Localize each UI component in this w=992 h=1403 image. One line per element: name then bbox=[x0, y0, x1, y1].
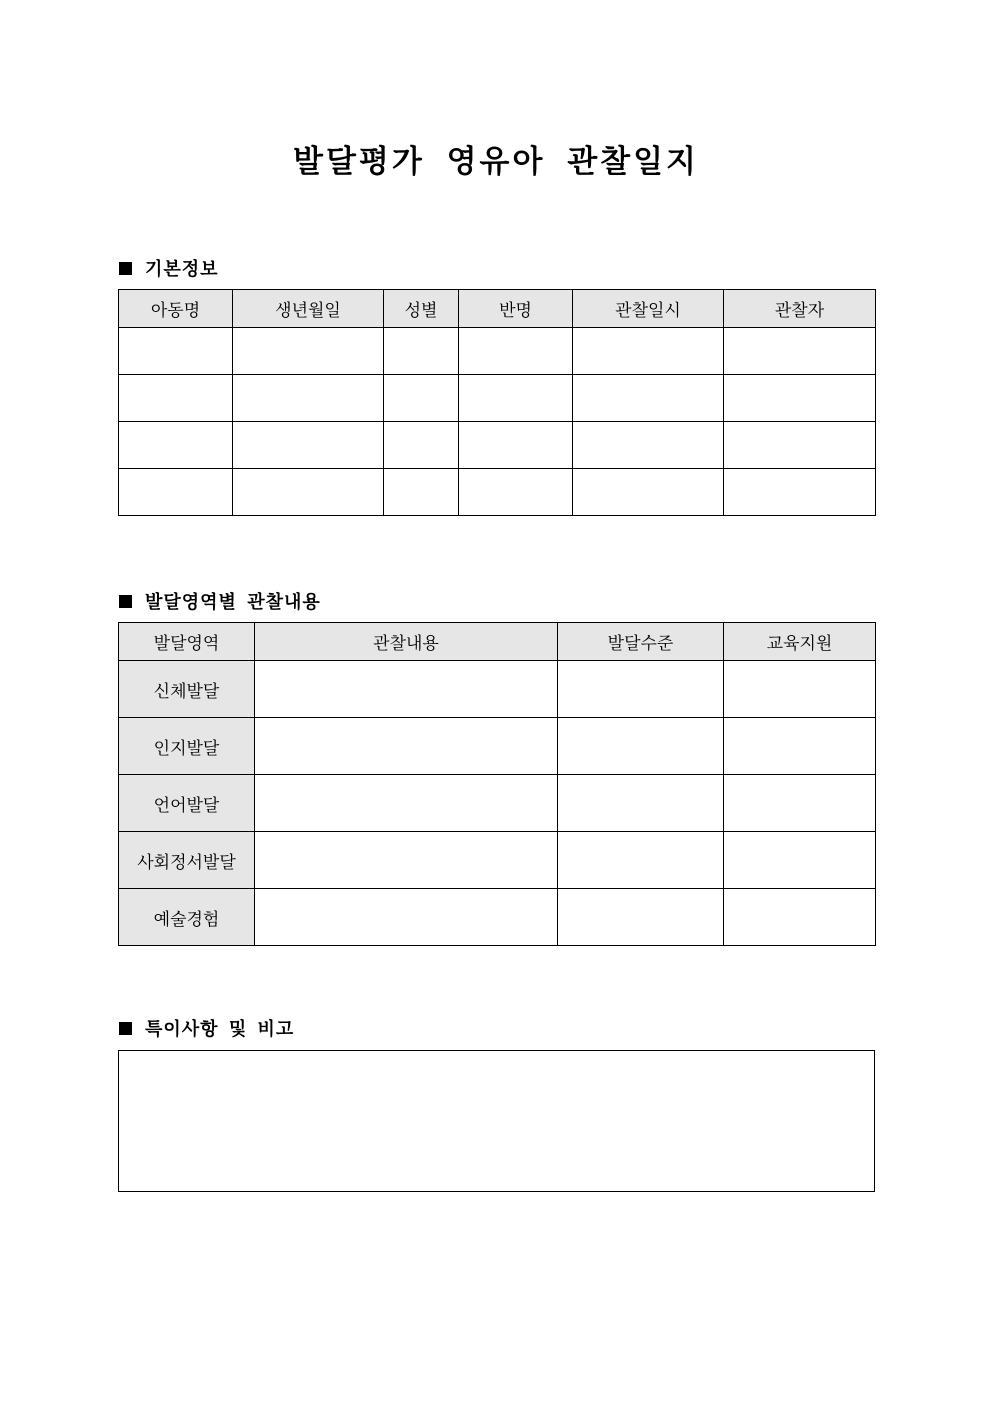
development-table bbox=[118, 622, 876, 946]
content-cell[interactable] bbox=[255, 718, 558, 775]
level-cell[interactable] bbox=[558, 832, 724, 889]
content-cell[interactable] bbox=[255, 661, 558, 718]
column-header-birthdate: 생년월일 bbox=[233, 290, 384, 328]
content-cell[interactable] bbox=[255, 775, 558, 832]
table-header-row bbox=[119, 623, 876, 661]
content-cell[interactable] bbox=[255, 832, 558, 889]
table-row bbox=[119, 832, 876, 889]
square-bullet-icon bbox=[119, 1022, 132, 1035]
level-cell[interactable] bbox=[558, 889, 724, 946]
page-title: 발달평가 영유아 관찰일지 bbox=[293, 144, 699, 180]
observer-cell[interactable] bbox=[724, 328, 876, 375]
class-cell[interactable] bbox=[459, 469, 573, 516]
gender-cell[interactable] bbox=[384, 469, 459, 516]
table-row bbox=[119, 328, 876, 375]
class-cell[interactable] bbox=[459, 328, 573, 375]
section-heading-development bbox=[119, 588, 321, 614]
observation-date-cell[interactable] bbox=[573, 375, 724, 422]
column-header-class: 반명 bbox=[459, 290, 573, 328]
table-row bbox=[119, 661, 876, 718]
birthdate-cell[interactable] bbox=[233, 469, 384, 516]
table-row bbox=[119, 775, 876, 832]
birthdate-cell[interactable] bbox=[233, 375, 384, 422]
table-row bbox=[119, 718, 876, 775]
section-heading-notes bbox=[119, 1015, 294, 1041]
gender-cell[interactable] bbox=[384, 375, 459, 422]
column-header-gender: 성별 bbox=[384, 290, 459, 328]
table-row bbox=[119, 422, 876, 469]
class-cell[interactable] bbox=[459, 422, 573, 469]
birthdate-cell[interactable] bbox=[233, 328, 384, 375]
child-name-cell[interactable] bbox=[119, 422, 233, 469]
support-cell[interactable] bbox=[724, 889, 876, 946]
square-bullet-icon bbox=[119, 595, 132, 608]
square-bullet-icon bbox=[119, 262, 132, 275]
column-header-level: 발달수준 bbox=[558, 623, 724, 661]
section-heading-basic-info bbox=[119, 255, 219, 281]
area-label: 인지발달 bbox=[119, 718, 255, 775]
column-header-child-name: 아동명 bbox=[119, 290, 233, 328]
notes-field[interactable] bbox=[118, 1050, 875, 1192]
observer-cell[interactable] bbox=[724, 469, 876, 516]
observation-date-cell[interactable] bbox=[573, 328, 724, 375]
level-cell[interactable] bbox=[558, 775, 724, 832]
column-header-area: 발달영역 bbox=[119, 623, 255, 661]
section-title: 기본정보 bbox=[145, 259, 219, 280]
child-name-cell[interactable] bbox=[119, 375, 233, 422]
observation-date-cell[interactable] bbox=[573, 469, 724, 516]
area-label: 신체발달 bbox=[119, 661, 255, 718]
table-row bbox=[119, 469, 876, 516]
support-cell[interactable] bbox=[724, 661, 876, 718]
birthdate-cell[interactable] bbox=[233, 422, 384, 469]
observation-date-cell[interactable] bbox=[573, 422, 724, 469]
class-cell[interactable] bbox=[459, 375, 573, 422]
column-header-content: 관찰내용 bbox=[255, 623, 558, 661]
support-cell[interactable] bbox=[724, 775, 876, 832]
child-name-cell[interactable] bbox=[119, 328, 233, 375]
support-cell[interactable] bbox=[724, 718, 876, 775]
column-header-observation-date: 관찰일시 bbox=[573, 290, 724, 328]
column-header-observer: 관찰자 bbox=[724, 290, 876, 328]
section-title: 발달영역별 관찰내용 bbox=[145, 592, 321, 613]
observer-cell[interactable] bbox=[724, 375, 876, 422]
basic-info-table bbox=[118, 289, 876, 516]
area-label: 사회정서발달 bbox=[119, 832, 255, 889]
area-label: 예술경험 bbox=[119, 889, 255, 946]
content-cell[interactable] bbox=[255, 889, 558, 946]
table-header-row bbox=[119, 290, 876, 328]
table-row bbox=[119, 889, 876, 946]
gender-cell[interactable] bbox=[384, 422, 459, 469]
level-cell[interactable] bbox=[558, 718, 724, 775]
child-name-cell[interactable] bbox=[119, 469, 233, 516]
area-label: 언어발달 bbox=[119, 775, 255, 832]
gender-cell[interactable] bbox=[384, 328, 459, 375]
observer-cell[interactable] bbox=[724, 422, 876, 469]
table-row bbox=[119, 375, 876, 422]
support-cell[interactable] bbox=[724, 832, 876, 889]
section-title: 특이사항 및 비고 bbox=[145, 1019, 295, 1040]
column-header-support: 교육지원 bbox=[724, 623, 876, 661]
level-cell[interactable] bbox=[558, 661, 724, 718]
